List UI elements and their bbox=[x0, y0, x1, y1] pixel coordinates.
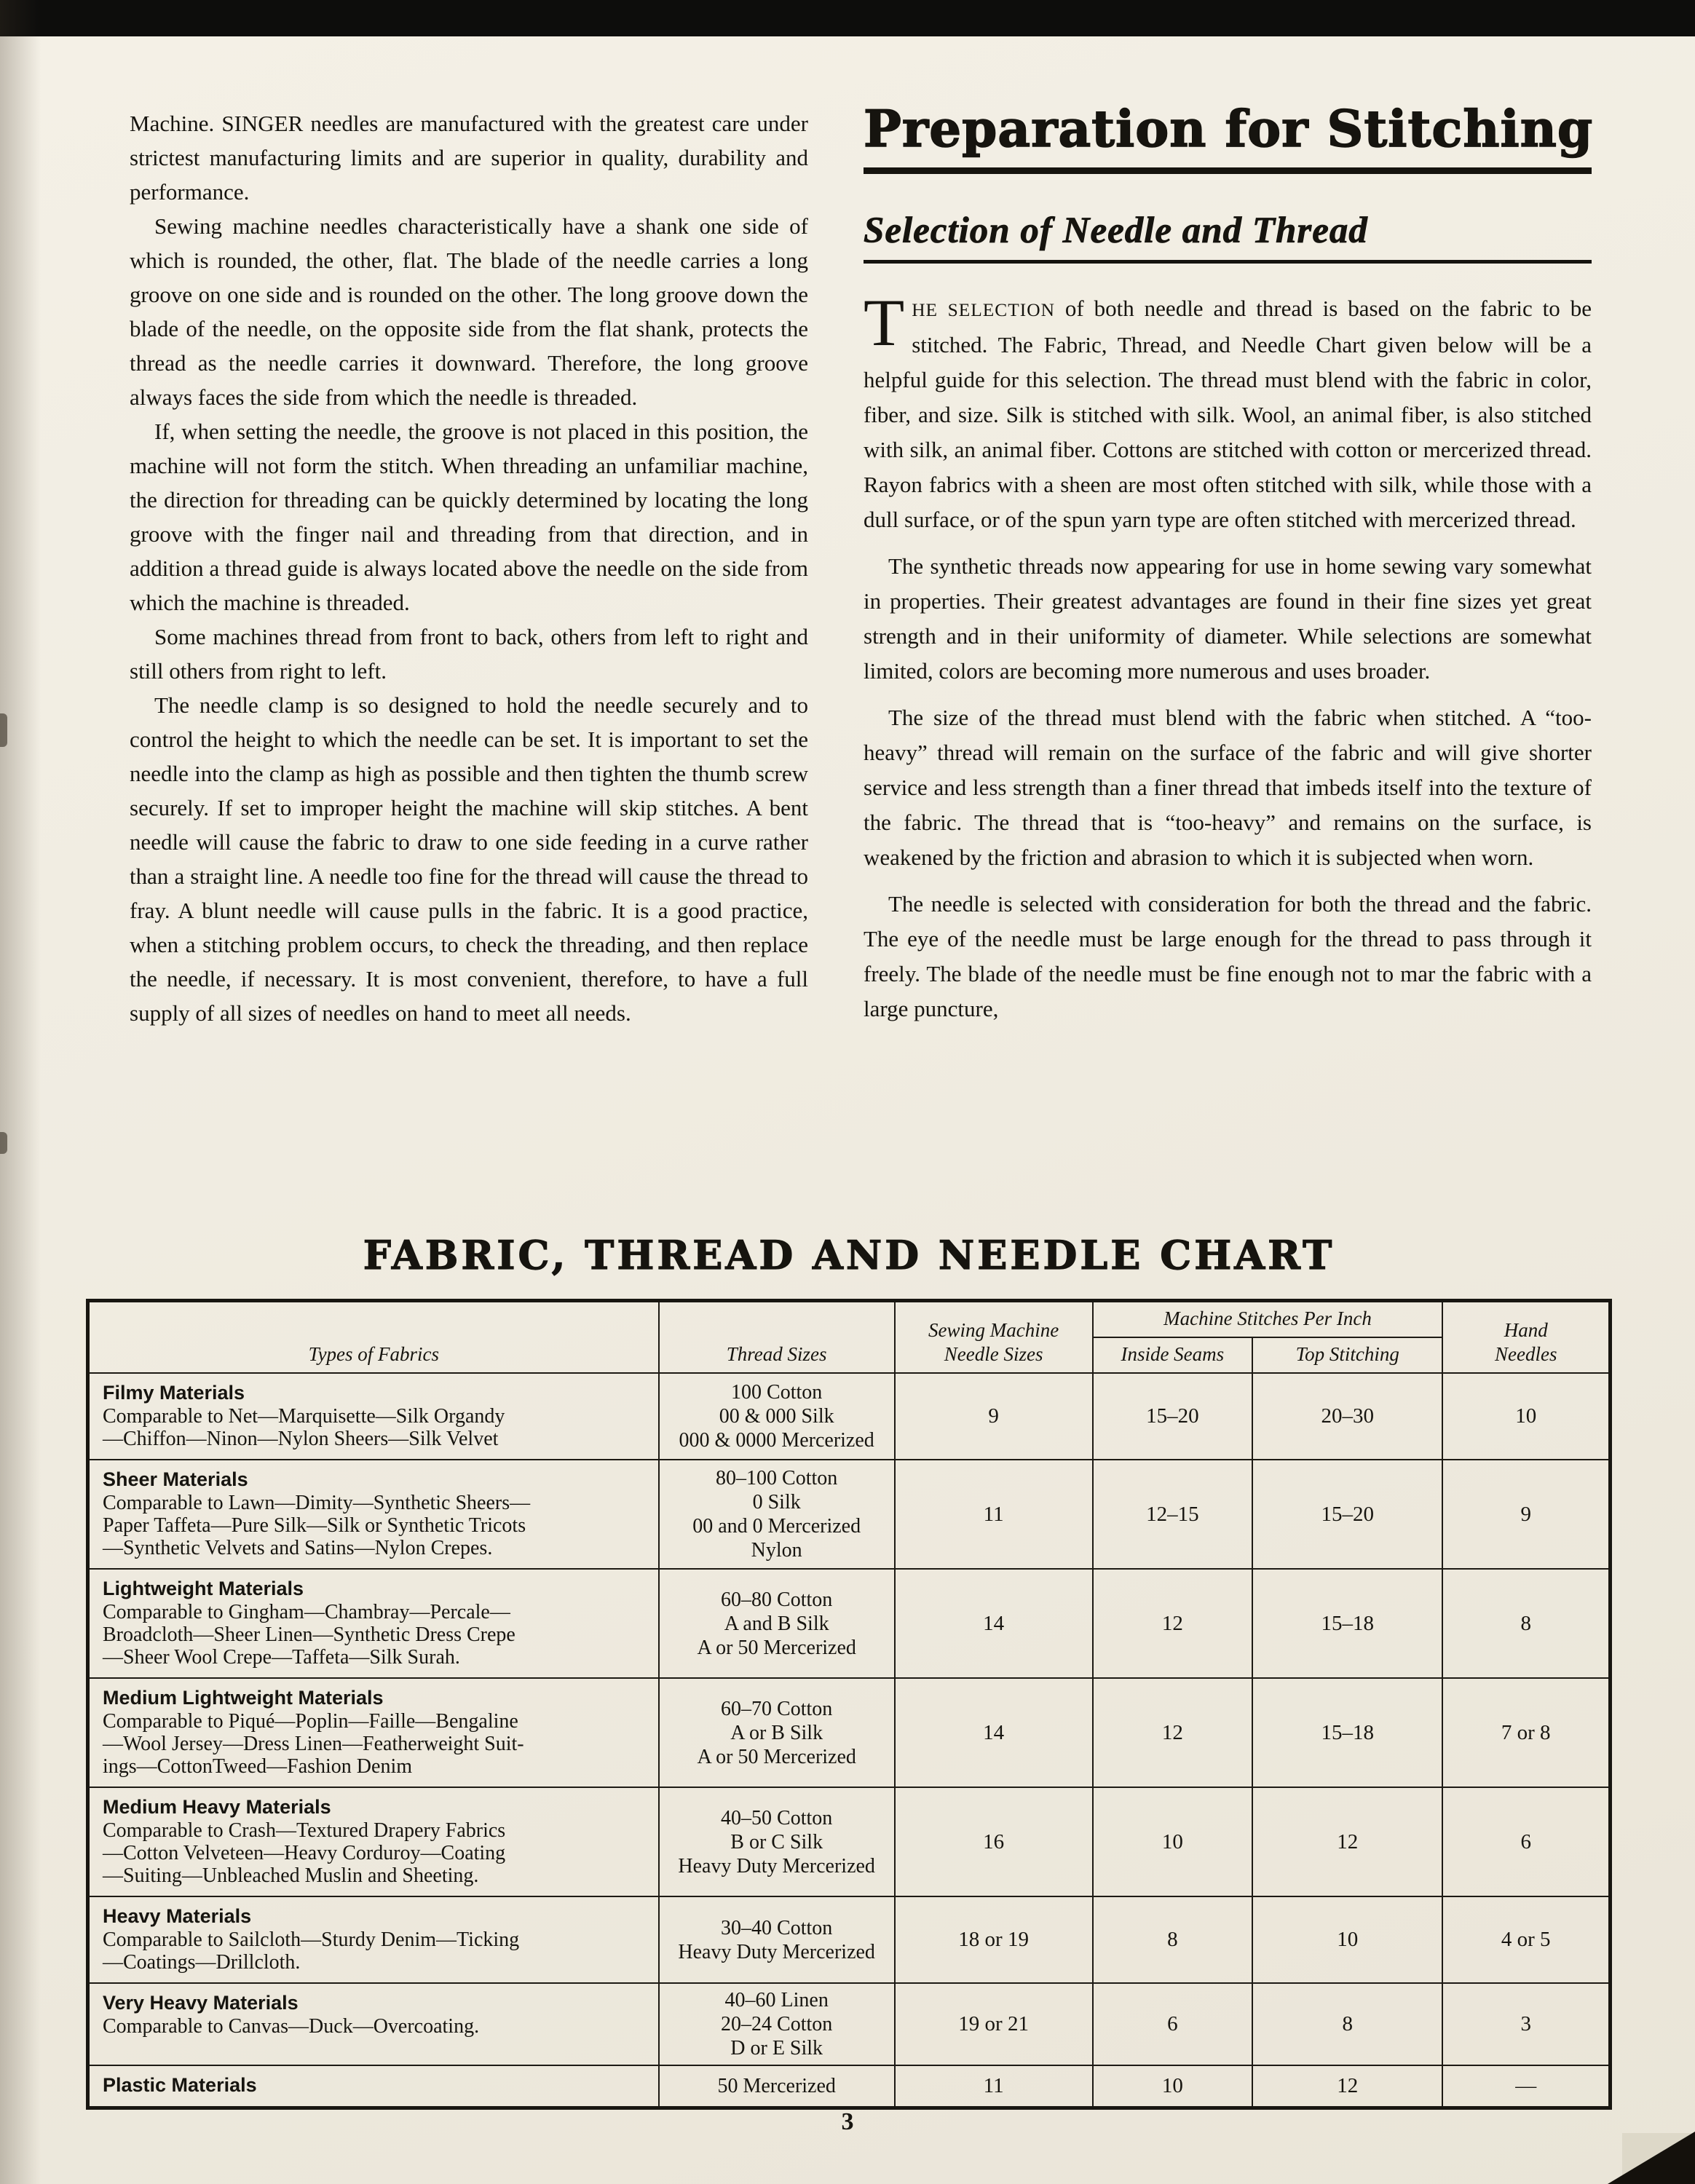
header-stitches-per-inch: Machine Stitches Per Inch bbox=[1093, 1301, 1443, 1338]
hand-needles-cell: 4 or 5 bbox=[1442, 1896, 1610, 1983]
header-types-of-fabrics: Types of Fabrics bbox=[88, 1301, 659, 1374]
header-needle-sizes-line: Sewing Machine bbox=[928, 1319, 1059, 1341]
paragraph: Some machines thread from front to back, others from left to right and still others from right to left. bbox=[130, 624, 808, 684]
thread-sizes-cell bbox=[659, 1787, 895, 1896]
top-stitching-cell: 15–20 bbox=[1252, 1460, 1442, 1569]
thread-size-line: 30–40 Cotton bbox=[721, 1916, 833, 1939]
fabric-desc-line: Comparable to Piqué—Poplin—Faille—Bengaline bbox=[103, 1710, 518, 1733]
fabric-cell bbox=[88, 1787, 659, 1896]
fabric-desc-line: Comparable to Canvas—Duck—Overcoating. bbox=[103, 2015, 480, 2038]
binding-mark bbox=[0, 713, 7, 747]
thread-sizes-cell bbox=[659, 1678, 895, 1787]
thread-size-line: 00 and 0 Mercerized bbox=[692, 1515, 861, 1538]
thread-size-line: Heavy Duty Mercerized bbox=[678, 1940, 875, 1963]
left-column bbox=[130, 106, 808, 1030]
page-number: 3 bbox=[841, 2108, 854, 2135]
inside-seams-cell: 6 bbox=[1093, 1983, 1253, 2065]
fabric-desc-line: Comparable to Crash—Textured Drapery Fabrics bbox=[103, 1819, 506, 1842]
inside-seams-cell: 10 bbox=[1093, 2065, 1253, 2108]
binding-mark bbox=[0, 1132, 7, 1154]
paragraph: The needle is selected with consideration for both the thread and the fabric. The eye of the needle must be large enough for the thread to pass through it freely. The blade of the needle must be fine enough not to mar the fabric with a large puncture, bbox=[864, 891, 1592, 1021]
table-row bbox=[88, 2065, 1611, 2108]
fabric-cell bbox=[88, 1896, 659, 1983]
hand-needles-cell: 8 bbox=[1442, 1569, 1610, 1678]
fabric-cell bbox=[88, 1678, 659, 1787]
top-stitching-cell: 12 bbox=[1252, 2065, 1442, 2108]
inside-seams-cell: 10 bbox=[1093, 1787, 1253, 1896]
scan-top-edge bbox=[0, 0, 1695, 36]
fabric-type-label: Sheer Materials bbox=[103, 1468, 248, 1490]
fabric-cell bbox=[88, 1569, 659, 1678]
fabric-desc-line: Comparable to Net—Marquisette—Silk Organdy bbox=[103, 1405, 505, 1428]
needle-size-cell: 19 or 21 bbox=[895, 1983, 1093, 2065]
fabric-desc-line: —Suiting—Unbleached Muslin and Sheeting. bbox=[103, 1864, 479, 1887]
thread-sizes-cell bbox=[659, 1983, 895, 2065]
thread-size-line: 80–100 Cotton bbox=[716, 1467, 838, 1489]
thread-size-line: 50 Mercerized bbox=[717, 2075, 836, 2097]
table-row bbox=[88, 1569, 1611, 1678]
fabric-cell bbox=[88, 1373, 659, 1460]
fabric-desc-line: —Wool Jersey—Dress Linen—Featherweight Suit- bbox=[103, 1733, 524, 1755]
fabric-cell bbox=[88, 2065, 659, 2108]
header-hand-needles bbox=[1442, 1301, 1610, 1374]
thread-size-line: A or B Silk bbox=[730, 1721, 823, 1744]
table-row bbox=[88, 1787, 1611, 1896]
binding-shadow bbox=[0, 0, 41, 2184]
page-title: Preparation for Stitching bbox=[864, 100, 1594, 159]
fabric-type-label: Plastic Materials bbox=[103, 2074, 257, 2096]
fabric-desc-line: Comparable to Sailcloth—Sturdy Denim—Ticking bbox=[103, 1928, 520, 1951]
fabric-type-label: Lightweight Materials bbox=[103, 1578, 304, 1599]
fabric-desc-line: ings—CottonTweed—Fashion Denim bbox=[103, 1755, 413, 1778]
page-curl bbox=[1608, 2132, 1695, 2184]
thread-size-line: 60–70 Cotton bbox=[721, 1697, 833, 1720]
fabric-type-label: Heavy Materials bbox=[103, 1905, 252, 1927]
thread-size-line: A or 50 Mercerized bbox=[697, 1636, 856, 1659]
fabric-desc-line: Paper Taffeta—Pure Silk—Silk or Synthetic Tricots bbox=[103, 1514, 526, 1537]
table-row bbox=[88, 1373, 1611, 1460]
paragraph: The needle clamp is so designed to hold the needle securely and to control the height to which the needle can be set. It is important to set the needle into the clamp as high as possible and then tighten the thumb screw securely. If set to improper height the machine will skip stitches. A bent needle will cause the fabric to draw to one side feeding in a curve rather than a straight line. A needle too fine for the thread will cause the thread to fray. A blunt needle will cause pulls in the fabric. It is a good practice, when a stitching problem occurs, to check the threading, and then replace the needle, if necessary. It is most convenient, therefore, to have a full supply of all sizes of needles on hand to meet all needs. bbox=[130, 692, 808, 1026]
needle-size-cell: 16 bbox=[895, 1787, 1093, 1896]
fabric-desc-line: —Coatings—Drillcloth. bbox=[103, 1951, 301, 1974]
thread-size-line: Nylon bbox=[751, 1539, 802, 1562]
fabric-desc-line: —Chiffon—Ninon—Nylon Sheers—Silk Velvet bbox=[103, 1428, 499, 1450]
needle-size-cell: 18 or 19 bbox=[895, 1896, 1093, 1983]
inside-seams-cell: 12–15 bbox=[1093, 1460, 1253, 1569]
fabric-desc-line: Comparable to Lawn—Dimity—Synthetic Sheers— bbox=[103, 1492, 531, 1514]
fabric-cell bbox=[88, 1983, 659, 2065]
chart-title: FABRIC, THREAD AND NEEDLE CHART bbox=[363, 1232, 1335, 1278]
table-row bbox=[88, 1678, 1611, 1787]
thread-size-line: A and B Silk bbox=[724, 1612, 829, 1635]
thread-size-line: 00 & 000 Silk bbox=[719, 1405, 834, 1428]
needle-size-cell: 14 bbox=[895, 1678, 1093, 1787]
header-top-stitching: Top Stitching bbox=[1252, 1337, 1442, 1373]
right-column bbox=[864, 102, 1592, 1038]
paragraph: If, when setting the needle, the groove is not placed in this position, the machine will not form the stitch. When threading an unfamiliar machine, the direction for threading can be quickly determined by locating the long groove with the finger nail and threading from that direction, and in addition a thread guide is always located above the needle on the side from which the machine is threaded. bbox=[130, 419, 808, 615]
hand-needles-cell: 9 bbox=[1442, 1460, 1610, 1569]
inside-seams-cell: 12 bbox=[1093, 1678, 1253, 1787]
hand-needles-cell: 3 bbox=[1442, 1983, 1610, 2065]
thread-size-line: B or C Silk bbox=[730, 1830, 823, 1853]
fabric-type-label: Very Heavy Materials bbox=[103, 1992, 299, 2014]
fabric-desc-line: —Sheer Wool Crepe—Taffeta—Silk Surah. bbox=[103, 1646, 460, 1669]
needle-size-cell: 11 bbox=[895, 2065, 1093, 2108]
thread-size-line: D or E Silk bbox=[730, 2037, 823, 2060]
table-row bbox=[88, 1896, 1611, 1983]
header-needle-sizes-line: Needle Sizes bbox=[944, 1343, 1043, 1365]
header-hand-needles-line: Needles bbox=[1494, 1343, 1557, 1365]
hand-needles-cell: — bbox=[1442, 2065, 1610, 2108]
header-hand-needles-line: Hand bbox=[1504, 1319, 1548, 1341]
fabric-type-label: Medium Heavy Materials bbox=[103, 1796, 331, 1818]
hand-needles-cell: 10 bbox=[1442, 1373, 1610, 1460]
thread-sizes-cell bbox=[659, 1373, 895, 1460]
section-heading: Selection of Needle and Thread bbox=[864, 210, 1368, 251]
top-stitching-cell: 20–30 bbox=[1252, 1373, 1442, 1460]
thread-size-line: 0 Silk bbox=[752, 1491, 801, 1514]
lead-paragraph bbox=[864, 285, 1592, 537]
header-thread-sizes: Thread Sizes bbox=[659, 1301, 895, 1374]
paragraph: Sewing machine needles characteristically have a shank one side of which is rounded, the other, flat. The blade of the needle carries a long groove on one side and is rounded on the other. The long groove down the blade of the needle, on the opposite side from the flat shank, protects the thread as the needle carries it downward. Therefore, the long groove always faces the side from which the needle is threaded. bbox=[130, 213, 808, 410]
fabric-desc-line: Comparable to Gingham—Chambray—Percale— bbox=[103, 1601, 510, 1623]
top-stitching-cell: 15–18 bbox=[1252, 1678, 1442, 1787]
thread-size-line: A or 50 Mercerized bbox=[697, 1745, 856, 1768]
top-stitching-cell: 15–18 bbox=[1252, 1569, 1442, 1678]
inside-seams-cell: 15–20 bbox=[1093, 1373, 1253, 1460]
inside-seams-cell: 8 bbox=[1093, 1896, 1253, 1983]
drop-cap: T bbox=[864, 285, 905, 360]
top-stitching-cell: 12 bbox=[1252, 1787, 1442, 1896]
fabric-cell bbox=[88, 1460, 659, 1569]
thread-sizes-cell bbox=[659, 1460, 895, 1569]
thread-size-line: Heavy Duty Mercerized bbox=[678, 1854, 875, 1878]
header-inside-seams: Inside Seams bbox=[1093, 1337, 1253, 1373]
thread-sizes-cell bbox=[659, 2065, 895, 2108]
thread-sizes-cell bbox=[659, 1896, 895, 1983]
table-header-row bbox=[88, 1301, 1611, 1338]
fabric-desc-line: Broadcloth—Sheer Linen—Synthetic Dress Crepe bbox=[103, 1623, 515, 1646]
paragraph: Machine. SINGER needles are manufactured with the greatest care under strictest manufacturing limits and are superior in quality, durability and performance. bbox=[130, 111, 808, 205]
fabric-type-label: Filmy Materials bbox=[103, 1382, 245, 1404]
needle-size-cell: 11 bbox=[895, 1460, 1093, 1569]
thread-sizes-cell bbox=[659, 1569, 895, 1678]
top-stitching-cell: 10 bbox=[1252, 1896, 1442, 1983]
fabric-desc-line: —Synthetic Velvets and Satins—Nylon Crepes. bbox=[103, 1537, 493, 1559]
lead-text: of both needle and thread is based on the fabric to be stitched. The Fabric, Thread, and Needle Chart given below will be a helpful guide for this selection. The thread must blend with the fabric in color, fiber, and size. Silk is stitched with silk. Wool, an animal fiber, is also stitched with silk, an animal fiber. Cottons are stitched with cotton or mercerized thread. Rayon fabrics with a sheen are most often stitched with silk, while those with a dull surface, or of the spun yarn type are often stitched with mercerized thread. bbox=[864, 296, 1592, 532]
hand-needles-cell: 6 bbox=[1442, 1787, 1610, 1896]
thread-size-line: 20–24 Cotton bbox=[721, 2013, 833, 2035]
fabric-thread-needle-table bbox=[86, 1299, 1612, 2110]
needle-size-cell: 14 bbox=[895, 1569, 1093, 1678]
table-row bbox=[88, 1460, 1611, 1569]
thread-size-line: 60–80 Cotton bbox=[721, 1588, 833, 1611]
thread-size-line: 100 Cotton bbox=[731, 1381, 823, 1404]
paragraph: The synthetic threads now appearing for use in home sewing vary somewhat in properties. Their greatest advantages are found in their fine sizes yet great strength and in their uniformity of diameter. While selections are somewhat limited, colors are becoming more numerous and uses broader. bbox=[864, 553, 1592, 684]
thread-size-line: 40–60 Linen bbox=[724, 1989, 829, 2011]
header-needle-sizes bbox=[895, 1301, 1093, 1374]
title-rule bbox=[864, 167, 1592, 174]
fabric-chart-section bbox=[86, 1232, 1612, 2110]
thread-size-line: 000 & 0000 Mercerized bbox=[679, 1429, 874, 1452]
inside-seams-cell: 12 bbox=[1093, 1569, 1253, 1678]
top-stitching-cell: 8 bbox=[1252, 1983, 1442, 2065]
paragraph: The size of the thread must blend with the fabric when stitched. A “too-heavy” thread will remain on the surface of the fabric and will give shorter service and less strength than a finer thread that imbeds itself into the texture of the fabric. The thread that is “too-heavy” and remains on the surface, is weakened by the friction and abrasion to which it is subjected when worn. bbox=[864, 705, 1592, 870]
thread-size-line: 40–50 Cotton bbox=[721, 1806, 833, 1829]
heading-rule bbox=[864, 260, 1592, 264]
table-row bbox=[88, 1983, 1611, 2065]
needle-size-cell: 9 bbox=[895, 1373, 1093, 1460]
fabric-type-label: Medium Lightweight Materials bbox=[103, 1687, 384, 1709]
lead-small-caps: HE SELECTION bbox=[912, 300, 1055, 320]
hand-needles-cell: 7 or 8 bbox=[1442, 1678, 1610, 1787]
fabric-desc-line: —Cotton Velveteen—Heavy Corduroy—Coating bbox=[103, 1842, 506, 1864]
